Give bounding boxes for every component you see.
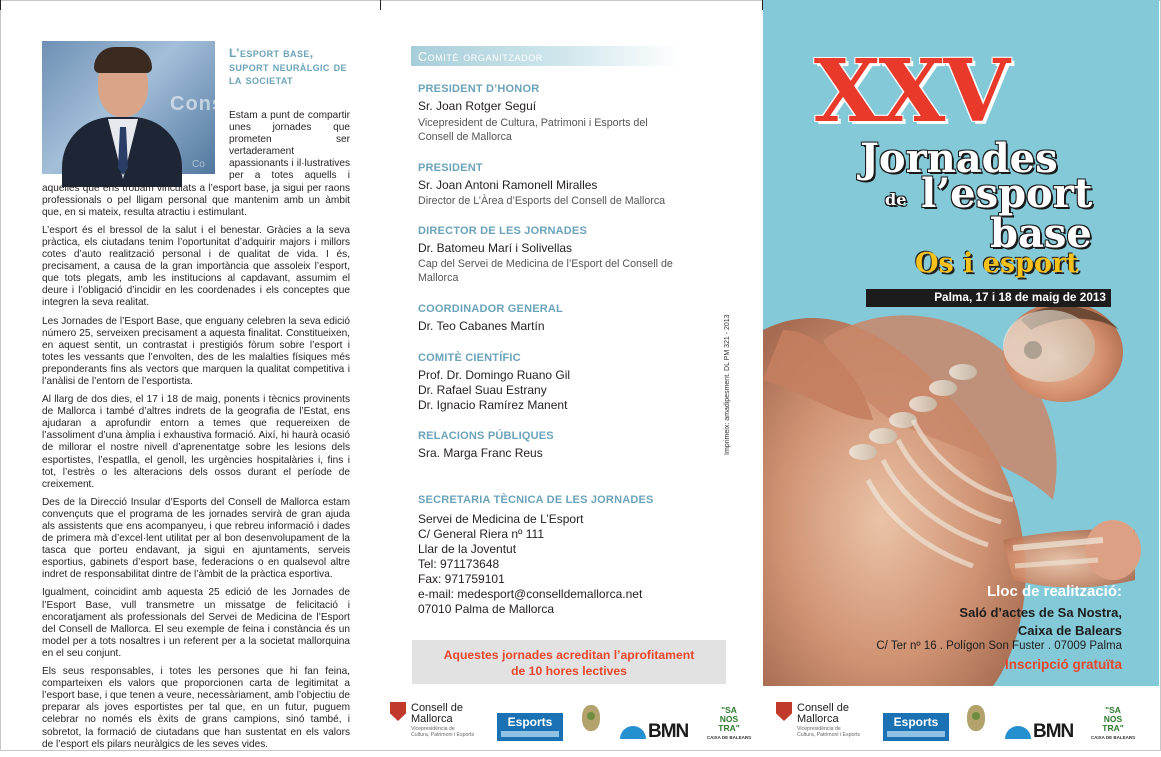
secretariat-line: Servei de Medicina de L’Esport (418, 512, 584, 526)
role-heading: DIRECTOR DE LES JORNADES (418, 225, 588, 237)
committee-header: Comitè organitzador (418, 50, 543, 64)
esports-logo: Esports (883, 713, 949, 741)
cover-title: base (990, 210, 1092, 257)
secretariat-line: C/ General Riera nº 111 (418, 527, 544, 541)
member-description: Vicepresident de Cultura, Patrimoni i Esports del (418, 117, 648, 129)
article-paragraph: Igualment, coincidint amb aquesta 25 edició de les Jornades de l’Esport Base, vull transmetre un missatge de felicitació i encoratjament als professionals del Servei de Medicina de l’Esport del Consell de Mallorca. El seu exemple de feina i constància és un model per a tots nosaltres i un referent per a la societat mallorquina en el seu conjunt. (42, 587, 350, 659)
secretariat-contact (418, 512, 642, 617)
esports-logo: Esports (497, 713, 563, 741)
role-heading: RELACIONS PÚBLIQUES (418, 430, 554, 442)
cover-title: l’esport (921, 170, 1093, 217)
secretariat-line: Llar de la Joventut (418, 542, 517, 556)
article-body (42, 110, 350, 757)
edition-numeral: XXV (813, 41, 1009, 142)
role-heading: COMITÈ CIENTÍFIC (418, 352, 521, 364)
committee-section (418, 430, 738, 461)
photo-watermark: Co (192, 159, 205, 170)
role-heading: PRESIDENT D’HONOR (418, 83, 540, 95)
seal-logo (967, 705, 985, 731)
venue-label: Lloc de realització: (986, 583, 1122, 600)
committee-section (418, 303, 738, 334)
article-title: L’esport base, suport neuràlgic de la societat (229, 46, 347, 87)
committee-section (418, 162, 738, 208)
cover-title: Jornades (860, 135, 1058, 182)
cover-title-de: de (885, 190, 907, 209)
role-heading: PRESIDENT (418, 162, 483, 174)
venue-address: C/ Ter nº 16 . Polígon Son Fuster . 07009 Palma (876, 640, 1122, 652)
secretariat-email: e-mail: medesport@conselldemallorca.net (418, 587, 643, 601)
member-name: Dr. Ignacio Ramírez Manent (418, 398, 568, 412)
committee-section (418, 83, 738, 144)
sanostra-logo: "SA NOS TRA" CAIXA DE BALEARS (1090, 705, 1136, 740)
member-name: Dr. Batomeu Marí i Solivellas (418, 241, 573, 255)
venue-name: Saló d’actes de Sa Nostra, (959, 605, 1122, 620)
article-paragraph: Les Jornades de l’Esport Base, que enguany celebren la seva edició número 25, serveixen precisament a aquesta finalitat. Constitueixen, en aquest sentit, un contrastat i prestigiós fòrum sobre l’esport i totes les vessants que l’envolten, des de les malalties físiques més preponderants fins als vectors que marquen la qualitat competitiva i l’anàlisi de l’entorn de l’esportista. (42, 315, 350, 387)
photo-watermark: Consell (170, 93, 250, 115)
secretariat-fax: Fax: 971759101 (418, 572, 505, 586)
member-name: Dr. Teo Cabanes Martín (418, 319, 545, 333)
committee-section (418, 494, 738, 506)
member-description: Consell de Mallorca (418, 131, 512, 143)
venue-name: Caixa de Balears (1017, 623, 1122, 638)
article-paragraph: Els seus responsables, i totes les persones que hi fan feina, comparteixen els valors que proporcionen carta de legitimitat a l’esport base, i que tenen a veure, necessàriament, amb l’objectiu de preparar als joves esportistes per tal que, en un futur, puguem celebrar no només els èxits de grans campions, sinó també, i sobretot, la formació de ciutadans que han sustentat en els valors de l’esport els pilars neuràlgics de les seves vides. (42, 666, 350, 750)
member-description: Mallorca (418, 272, 459, 284)
event-date: Palma, 17 i 18 de maig de 2013 (934, 290, 1106, 304)
member-name: Sra. Marga Franc Reus (418, 446, 543, 460)
member-description: Cap del Servei de Medicina de l’Esport del Consell de (418, 258, 673, 270)
seal-logo (582, 705, 600, 731)
member-name: Sr. Joan Antoni Ramonell Miralles (418, 178, 598, 192)
member-name: Dr. Rafael Suau Estrany (418, 383, 547, 397)
article-paragraph: L’esport és el bressol de la salut i el benestar. Gràcies a la seva pràctica, els ciutadans tenim l’oportunitat d’adquirir majors i millors cotes d’auto realització personal i de qualitat de vida. I és, precisament, a causa de la gran importància que assoleix l’esport, que tots plegats, amb les institucions al capdavant, assumim el deure i l’obligació d’incidir en les coordenades i els conceptes que integren la seva realitat. (42, 224, 350, 309)
crop-mark (0, 0, 1, 10)
sanostra-logo: "SA NOS TRA" CAIXA DE BALEARS (706, 705, 752, 740)
committee-section (418, 225, 738, 285)
article-paragraph: Estam a punt de compartir unes jornades que prometen ser vertaderament apassionants i il·lustratives per a totes aquells i aquelles que ens trobam vinculats a l’esport base, ja sigui per raons professionals o pel lligam personal que mantenim amb un àmbit que, en si mateix, resulta atractiu i estimulant. (42, 110, 350, 218)
secretariat-line: 07010 Palma de Mallorca (418, 602, 555, 616)
accreditation-text: Aquestes jornades acreditan l’aprofitament de 10 hores lectives (443, 648, 695, 678)
role-heading: SECRETARIA TÈCNICA DE LES JORNADES (418, 494, 654, 506)
cover-subtitle: Os i esport (915, 248, 1079, 279)
legal-deposit: Imprimeix: amadipesment. DL PM 321 - 2013 (724, 314, 731, 455)
committee-section (418, 352, 738, 413)
secretariat-phone: Tel: 971173648 (418, 557, 500, 571)
free-registration: Inscripció gratuïta (1004, 657, 1122, 672)
member-description: Director de L’Àrea d’Esports del Consell de Mallorca (418, 195, 666, 207)
article-paragraph: Des de la Direcció Insular d’Esports del Consell de Mallorca estam convençuts que el programa de les jornades servirà de gran ajuda als assistents que ens acompanyeu, i que rebreu informació i dades de primera mà d’excel·lent utilitat per al bon desenvolupament de la tasca que porteu endavant, ja sigui en ajuntaments, serveis esportius, gabinets d’esport base, federacions o en qualsevol altre indret de responsabilitat dintre de l’àmbit de la pràctica esportiva. (42, 496, 350, 581)
member-name: Sr. Joan Rotger Seguí (418, 99, 537, 113)
article-paragraph: Al llarg de dos dies, el 17 i 18 de maig, ponents i tècnics provinents de Mallorca i també d’altres indrets de la geografia de l’Estat, ens ajudaran a aprofundir entorn a temes que requereixen de l’assoliment d’una àmplia i exhaustiva formació. Així, hi haurà ocasió de millorar el nostre nivell d’aprenentatge sobre les lesions dels esportistes, l’espatlla, el genoll, les urgències hospitalàries i, fins i tot, l’estrès o les alteracions dels ossos durant el període de creixement. (42, 394, 350, 490)
role-heading: COORDINADOR GENERAL (418, 303, 563, 315)
member-name: Prof. Dr. Domingo Ruano Gil (418, 368, 571, 382)
crop-mark (380, 0, 381, 10)
